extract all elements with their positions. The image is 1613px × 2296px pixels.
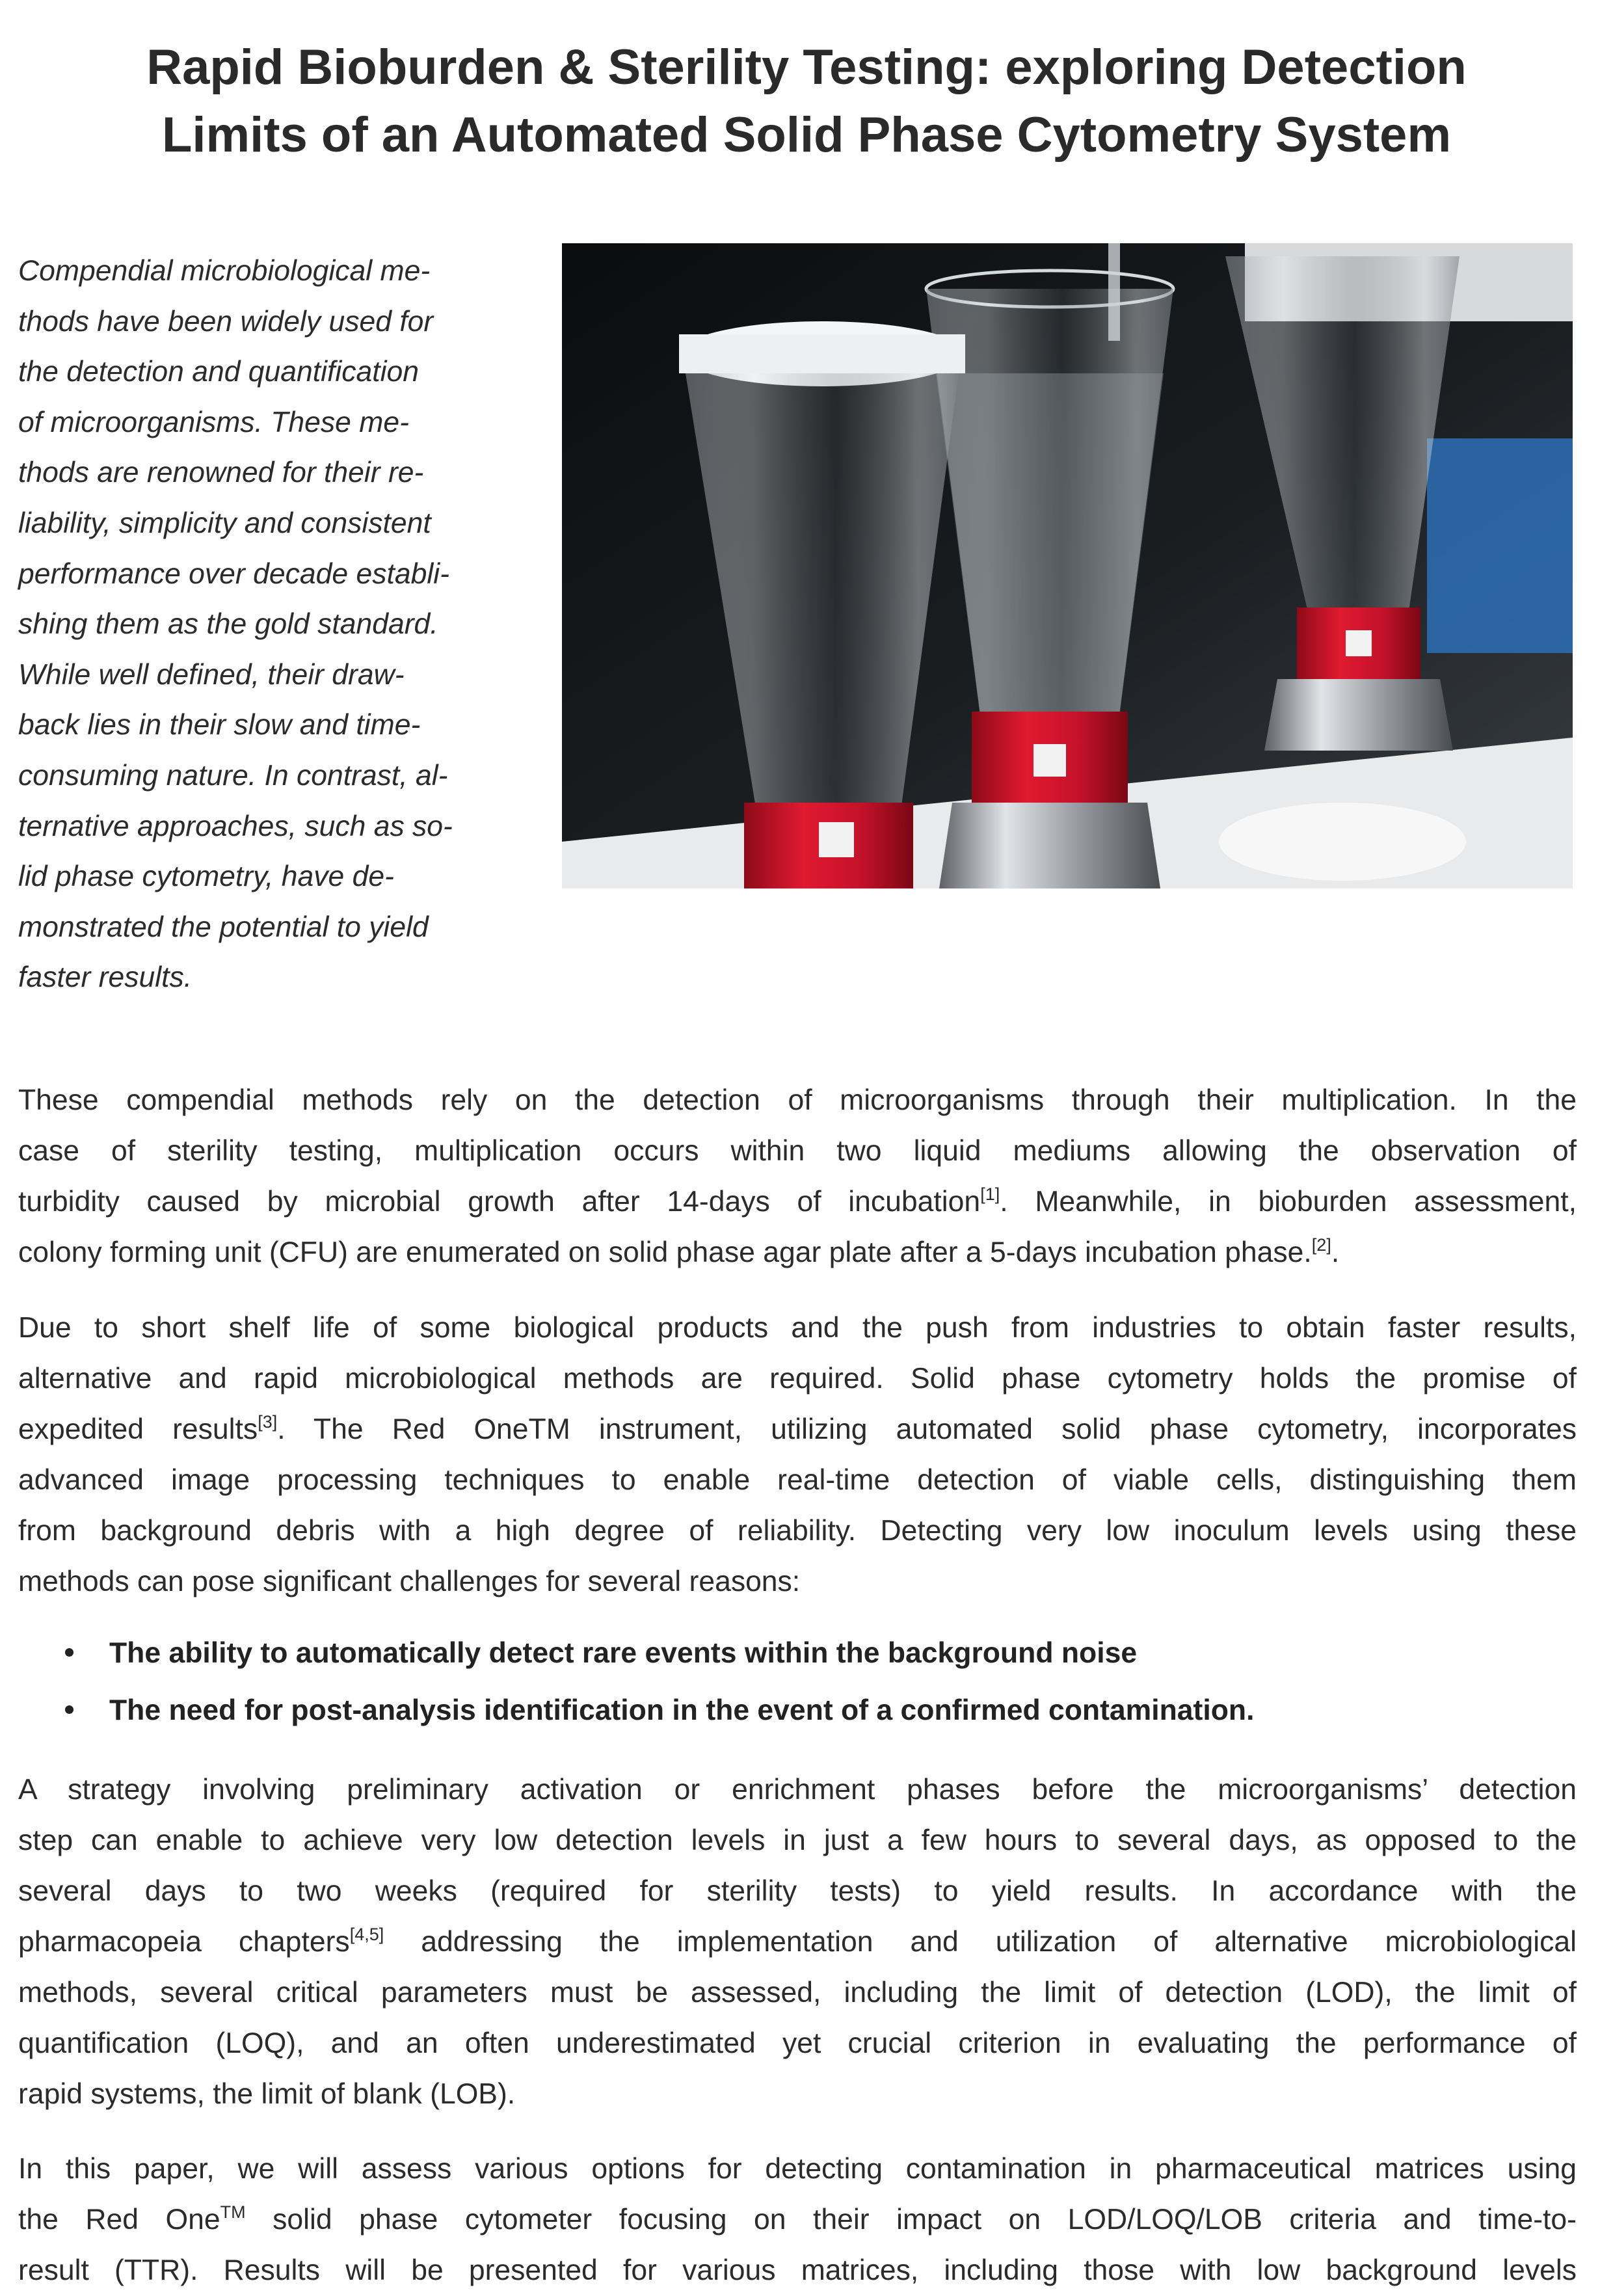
text-line: quantification (LOQ), and an often underestimated yet crucial criterion in evaluating the performance of — [18, 2027, 1577, 2059]
text-line: methods, several critical parameters must be assessed, including the limit of detection (LOD), the limit of — [18, 1977, 1577, 2009]
text-line: pharmacopeia chapters[4,5] addressing the implementation and utilization of alternative microbiological — [18, 1925, 1577, 1958]
text-line: case of sterility testing, multiplication occurs within two liquid mediums allowing the observation of — [18, 1135, 1577, 1167]
intro-line: shing them as the gold standard. — [18, 608, 438, 641]
citation: [4,5] — [349, 1925, 384, 1944]
intro-line: ternative approaches, such as so- — [18, 810, 453, 842]
list-item: The ability to automatically detect rare events within the background noise — [18, 1625, 1577, 1682]
intro-line: lid phase cytometry, have de- — [18, 861, 394, 893]
intro-line: consuming nature. In contrast, al- — [18, 759, 448, 792]
title-line-1: Rapid Bioburden & Sterility Testing: exploring Detection — [146, 40, 1467, 95]
list-item: The need for post-analysis identification in the event of a confirmed contamination. — [18, 1682, 1577, 1739]
trademark: TM — [220, 2202, 246, 2222]
text-line: rapid systems, the limit of blank (LOB). — [18, 2078, 516, 2110]
filtration-funnels-photo — [562, 243, 1573, 888]
title-line-2: Limits of an Automated Solid Phase Cytometry System — [161, 107, 1452, 163]
bullet-icon — [65, 1648, 73, 1657]
intro-abstract — [18, 246, 496, 1003]
intro-line: monstrated the potential to yield — [18, 911, 429, 943]
intro-line: back lies in their slow and time- — [18, 709, 421, 741]
intro-line: thods are renowned for their re- — [18, 457, 424, 489]
intro-line: While well defined, their draw- — [18, 658, 405, 691]
text-line: turbidity caused by microbial growth after 14-days of incubation[1]. Meanwhile, in bioburden assessment, — [18, 1184, 1577, 1218]
text-line: step can enable to achieve very low detection levels in just a few hours to several days, as opposed to the — [18, 1824, 1577, 1856]
intro-line: faster results. — [18, 961, 193, 994]
citation: [3] — [258, 1412, 278, 1432]
paragraph-2 — [18, 1303, 1577, 1607]
text-line: from background debris with a high degree of reliability. Detecting very low inoculum levels using these — [18, 1515, 1577, 1547]
paragraph-1 — [18, 1075, 1577, 1278]
paragraph-4 — [18, 2144, 1577, 2296]
text-line: methods can pose significant challenges for several reasons: — [18, 1566, 801, 1597]
paragraph-3 — [18, 1765, 1577, 2120]
intro-line: performance over decade establi- — [18, 557, 449, 590]
text-line: the Red One™ solid phase cytometer focusing on their impact on LOD/LOQ/LOB criteria and time-to- — [18, 2202, 1577, 2236]
text-line: A strategy involving preliminary activation or enrichment phases before the microorganisms’ detection — [18, 1774, 1577, 1806]
intro-line: thods have been widely used for — [18, 305, 434, 338]
citation: [2] — [1311, 1235, 1331, 1255]
text-line: colony forming unit (CFU) are enumerated on solid phase agar plate after a 5-days incubation phase.[2]. — [18, 1235, 1340, 1268]
key-challenges-list — [18, 1625, 1577, 1739]
text-line: expedited results[3]. The Red OneTM instrument, utilizing automated solid phase cytometry, incorporates — [18, 1412, 1577, 1445]
citation: [1] — [980, 1184, 1000, 1204]
bullet-icon — [65, 1705, 73, 1714]
intro-line: liability, simplicity and consistent — [18, 507, 431, 539]
text-line: advanced image processing techniques to enable real-time detection of viable cells, distinguishing them — [18, 1464, 1577, 1496]
text-line: Due to short shelf life of some biological products and the push from industries to obtain faster results, — [18, 1312, 1577, 1344]
intro-line: the detection and quantification — [18, 356, 420, 388]
intro-line: Compendial microbiological me- — [18, 255, 431, 287]
text-line: several days to two weeks (required for sterility tests) to yield results. In accordance with the — [18, 1875, 1577, 1907]
text-line: These compendial methods rely on the detection of microorganisms through their multiplication. In the — [18, 1084, 1577, 1116]
text-line: In this paper, we will assess various options for detecting contamination in pharmaceutical matrices using — [18, 2153, 1577, 2185]
text-line: alternative and rapid microbiological methods are required. Solid phase cytometry holds the promise of — [18, 1363, 1577, 1395]
page-title — [52, 34, 1561, 169]
intro-line: of microorganisms. These me- — [18, 406, 409, 438]
text-line: result (TTR). Results will be presented for various matrices, including those with low background levels — [18, 2254, 1577, 2286]
